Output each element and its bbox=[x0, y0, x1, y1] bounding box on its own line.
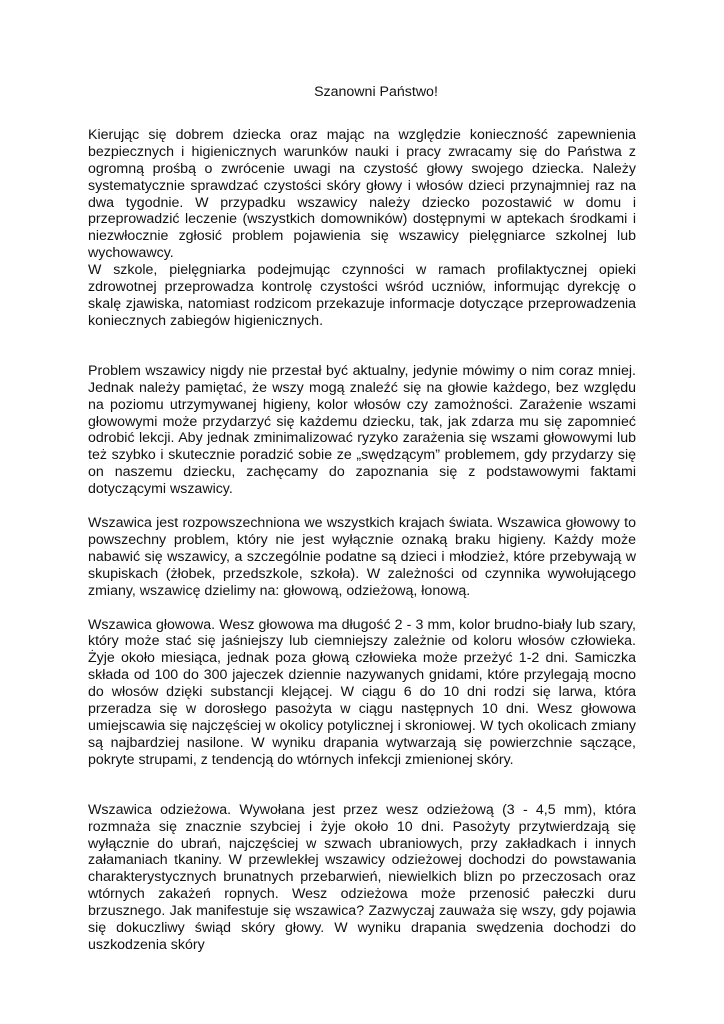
paragraph-school-nurse: W szkole, pielęgniarka podejmując czynności w ramach profilaktycznej opieki zdrowotnej przeprowadza kontrolę czystości wśród uczniów, informując dyrekcję o skalę zjawiska, natomiast rodzicom przekazuje informacje dotyczące przeprowadzenia koniecznych zabiegów higienicznych. bbox=[88, 262, 636, 329]
paragraph-head-lice: Wszawica głowowa. Wesz głowowa ma długość 2 - 3 mm, kolor brudno-biały lub szary, który może stać się jaśniejszy lub ciemniejszy zależnie od koloru włosów człowieka. Żyje około miesiąca, jednak poza głową człowieka może przeżyć 1-2 dni. Samiczka składa od 100 do 300 jajeczek dziennie nazywanych gnidami, które przylegają mocno do włosów dzięki substancji klejącej. W ciągu 6 do 10 dni rodzi się larwa, która przeradza się w dorosłego pasożyta w ciągu następnych 10 dni. Wesz głowowa umiejscawia się najczęściej w okolicy potylicznej i skroniowej. W tych okolicach zmiany są najbardziej nasilone. W wyniku drapania wytwarzają się powierzchnie sączące, pokryte strupami, z tendencją do wtórnych infekcji zmienionej skóry. bbox=[88, 616, 636, 768]
paragraph-lice-problem: Problem wszawicy nigdy nie przestał być aktualny, jedynie mówimy o nim coraz mniej. Jednak należy pamiętać, że wszy mogą znaleźć się na głowie każdego, bez względu na poziomu utrzymywanej higieny, kolor włosów czy zamożności. Zarażenie wszami głowowymi może przydarzyć się każdemu dziecku, tak, jak zdarza mu się zapomnieć odrobić lekcji. Aby jednak zminimalizować ryzyko zarażenia się wszami głowowymi lub też szybko i skutecznie poradzić sobie ze „swędzącym” problemem, gdy przydarzy się on naszemu dziecku, zachęcamy do zapoznania się z podstawowymi faktami dotyczącymi wszawicy. bbox=[88, 362, 636, 498]
paragraph-body-lice: Wszawica odzieżowa. Wywołana jest przez wesz odzieżową (3 - 4,5 mm), która rozmnaża się znacznie szybciej i żyje około 10 dni. Pasożyty przytwierdzają się wyłącznie do ubrań, najczęściej w szwach ubraniowych, przy zakładkach i innych załamaniach tkaniny. W przewlekłej wszawicy odzieżowej dochodzi do powstawania charakterystycznych brunatnych przebarwień, niewielkich blizn po przeczosach oraz wtórnych zakażeń ropnych. Wesz odzieżowa może przenosić pałeczki duru brzusznego. Jak manifestuje się wszawica? Zazwyczaj zauważa się wszy, gdy pojawia się dokuczliwy świąd skóry głowy. W wyniku drapania swędzenia dochodzi do uszkodzenia skóry bbox=[88, 801, 636, 953]
letter-greeting: Szanowni Państwo! bbox=[314, 84, 438, 100]
paragraph-intro: Kierując się dobrem dziecka oraz mając na względzie konieczność zapewnienia bezpiecznych i higienicznych warunków nauki i pracy zwracamy się do Państwa z ogromną prośbą o zwrócenie uwagi na czystość głowy swojego dziecka. Należy systematycznie sprawdzać czystości skóry głowy i włosów dzieci przynajmniej raz na dwa tygodnie. W przypadku wszawicy należy dziecko pozostawić w domu i przeprowadzić leczenie (wszystkich domowników) dostępnymi w aptekach środkami i niezwłocznie zgłosić problem pojawienia się wszawicy pielęgniarce szkolnej lub wychowawcy. bbox=[88, 126, 636, 262]
spacer bbox=[88, 600, 636, 617]
spacer bbox=[88, 330, 636, 363]
spacer bbox=[88, 769, 636, 802]
document-body bbox=[88, 84, 636, 954]
spacer bbox=[88, 498, 636, 515]
paragraph-lice-prevalence: Wszawica jest rozpowszechniona we wszystkich krajach świata. Wszawica głowowy to powszechny problem, który nie jest wyłącznie oznaką braku higieny. Każdy może nabawić się wszawicy, a szczególnie podatne są dzieci i młodzież, które przebywają w skupiskach (żłobek, przedszkole, szkoła). W zależności od czynnika wywołującego zmiany, wszawicę dzielimy na: głowową, odzieżową, łonową. bbox=[88, 515, 636, 599]
